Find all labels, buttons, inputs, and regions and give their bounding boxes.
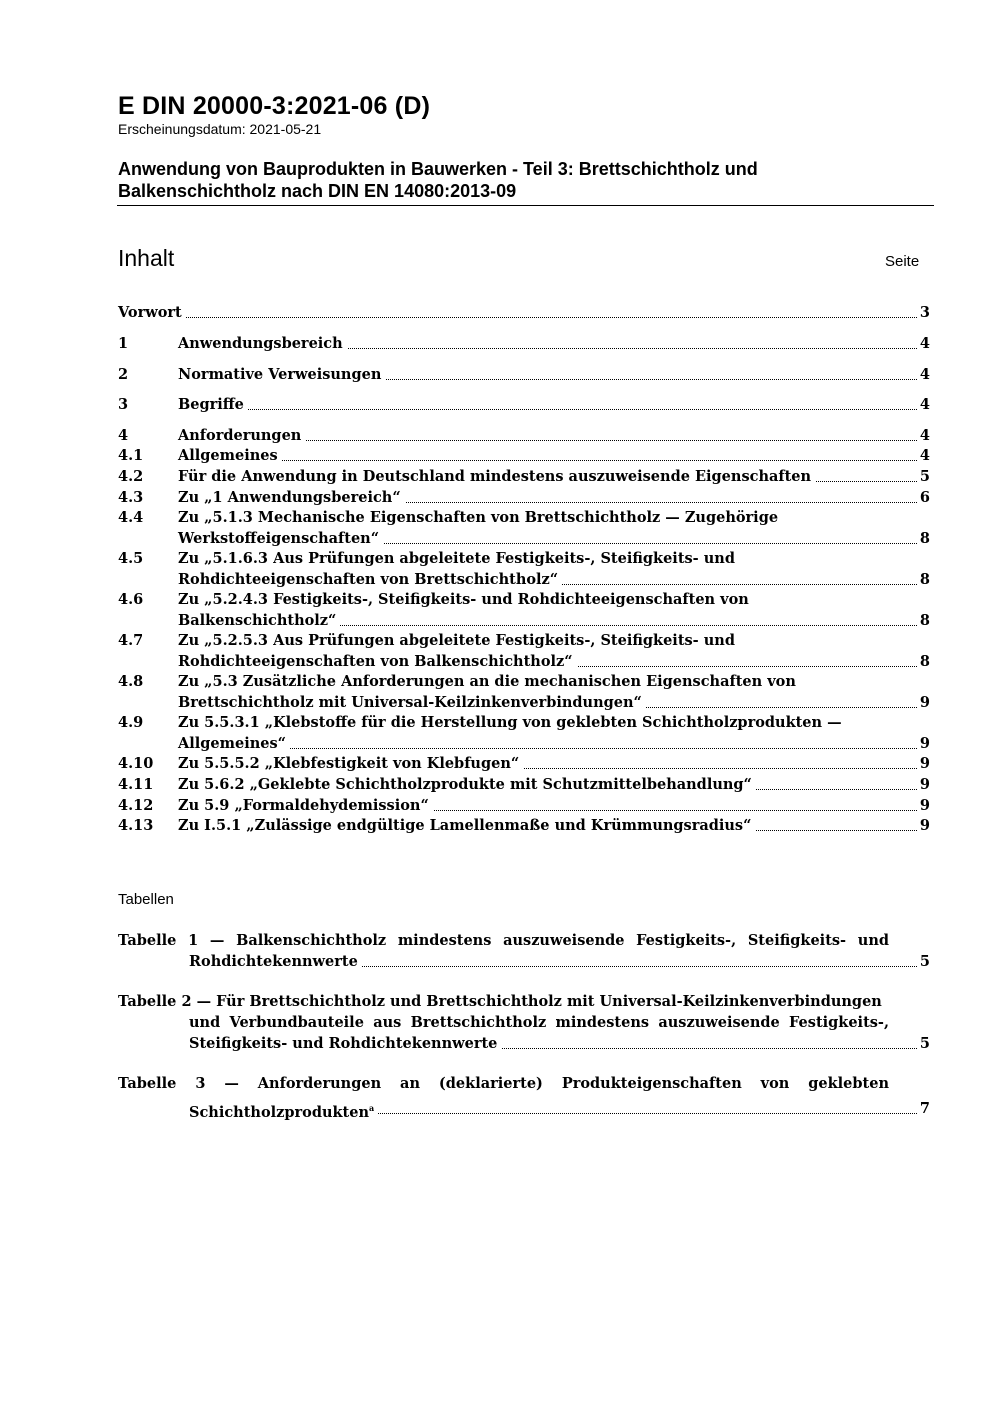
dot-leader <box>178 409 919 410</box>
toc-entry-page: 4 <box>919 366 930 383</box>
table-2-entry-text: Steifigkeits- und Rohdichtekennwerte <box>189 1033 501 1054</box>
toc-entry-continuation[interactable] <box>118 692 930 713</box>
toc-entry-text: Für die Anwendung in Deutschland mindestens auszuweisende Eigenschaften <box>178 466 815 487</box>
table-2-entry-line-2[interactable]: und Verbundbauteile aus Brettschichtholz mindestens auszuweisende Festigkeits-, <box>189 1014 889 1031</box>
toc-entry[interactable] <box>118 466 930 487</box>
toc-entry-text: Zu 5.6.2 „Geklebte Schichtholzprodukte mit Schutzmittelbehandlung“ <box>178 774 756 795</box>
toc-entry[interactable] <box>118 712 930 733</box>
toc-entry-page: 9 <box>919 776 930 793</box>
toc-entry-text: Anwendungsbereich <box>178 333 347 354</box>
table-1-entry-text: Rohdichtekennwerte <box>189 951 362 972</box>
toc-entry[interactable] <box>118 507 930 528</box>
table-1-entry-line-2[interactable] <box>118 951 930 972</box>
toc-entry[interactable] <box>118 333 930 354</box>
toc-entry-continuation[interactable] <box>118 610 930 631</box>
toc-entry-text: Zu „5.3 Zusätzliche Anforderungen an die mechanischen Eigenschaften von <box>178 673 796 690</box>
toc-entry-number: 2 <box>118 366 129 383</box>
footnote-marker: a <box>369 1103 375 1113</box>
toc-entry-page: 9 <box>919 755 930 772</box>
toc-entry[interactable] <box>118 753 930 774</box>
toc-entry[interactable] <box>118 445 930 466</box>
toc-entry-page: 9 <box>919 817 930 834</box>
toc-entry-page: 3 <box>919 304 930 321</box>
toc-entry-text-continued: Werkstoffeigenschaften“ <box>178 528 383 549</box>
toc-entry-page: 6 <box>919 489 930 506</box>
document-id: E DIN 20000-3:2021-06 (D) <box>118 92 431 120</box>
toc-entry-number: 4.13 <box>118 817 154 834</box>
toc-entry-page: 4 <box>919 335 930 352</box>
toc-entry-continuation[interactable] <box>118 733 930 754</box>
toc-entry-text: Zu 5.9 „Formaldehydemission“ <box>178 795 433 816</box>
toc-entry-text: Zu „5.2.4.3 Festigkeits-, Steifigkeits- und Rohdichteeigenschaften von <box>178 591 749 608</box>
toc-entry-text: Zu „5.2.5.3 Aus Prüfungen abgeleitete Festigkeits-, Steifigkeits- und <box>178 632 735 649</box>
toc-entry-number: 4.7 <box>118 632 144 649</box>
toc-entry-text: Zu 5.5.3.1 „Klebstoffe für die Herstellung von geklebten Schichtholzprodukten — <box>178 714 842 731</box>
toc-entry[interactable] <box>118 774 930 795</box>
toc-entry[interactable] <box>118 589 930 610</box>
title-divider <box>117 205 934 206</box>
table-1-entry-line-1[interactable]: Tabelle 1 — Balkenschichtholz mindestens auszuweisende Festigkeits-, Steifigkeits- und <box>118 932 889 949</box>
toc-entry-number: 4.12 <box>118 797 154 814</box>
toc-entry[interactable] <box>118 630 930 651</box>
toc-entry-text: Zu I.5.1 „Zulässige endgültige Lamellenmaße und Krümmungsradius“ <box>178 815 755 836</box>
toc-entry-number: 4.2 <box>118 468 144 485</box>
dot-leader <box>118 317 919 318</box>
toc-entry[interactable] <box>118 671 930 692</box>
toc-entry-continuation[interactable] <box>118 651 930 672</box>
toc-entry-number: 4.10 <box>118 755 154 772</box>
toc-entry-number: 4.11 <box>118 776 154 793</box>
toc-entry-page: 9 <box>919 694 930 711</box>
toc-heading: Inhalt <box>118 245 175 271</box>
toc-entry[interactable] <box>118 815 930 836</box>
table-1-page: 5 <box>919 953 930 970</box>
toc-entry[interactable] <box>118 302 930 323</box>
toc-entry-text: Allgemeines <box>178 445 282 466</box>
toc-entry[interactable] <box>118 425 930 446</box>
toc-entry-text: Zu „1 Anwendungsbereich“ <box>178 487 405 508</box>
toc-entry-page: 8 <box>919 530 930 547</box>
toc-entry-text: Anforderungen <box>178 425 305 446</box>
toc-entry-page: 4 <box>919 427 930 444</box>
toc-entry-page: 8 <box>919 653 930 670</box>
page-column-label: Seite <box>885 253 920 270</box>
toc-entry-number: 4.8 <box>118 673 144 690</box>
toc-entry-number: 4 <box>118 427 129 444</box>
toc-entry-text: Zu 5.5.5.2 „Klebfestigkeit von Klebfugen“ <box>178 753 523 774</box>
document-title-line-2: Balkenschichtholz nach DIN EN 14080:2013-09 <box>118 181 517 201</box>
toc-entry-text-continued: Balkenschichtholz“ <box>178 610 340 631</box>
table-2-entry-line-1[interactable]: Tabelle 2 — Für Brettschichtholz und Brettschichtholz mit Universal-Keilzinkenverbindungen <box>118 993 882 1010</box>
toc-entry-page: 5 <box>919 468 930 485</box>
toc-entry-text: Zu „5.1.3 Mechanische Eigenschaften von Brettschichtholz — Zugehörige <box>178 509 779 526</box>
table-3-entry-line-1[interactable]: Tabelle 3 — Anforderungen an (deklarierte) Produkteigenschaften von geklebten <box>118 1075 889 1092</box>
toc-entry-page: 9 <box>919 797 930 814</box>
dot-leader <box>178 460 919 461</box>
toc-entry-number: 3 <box>118 396 129 413</box>
publication-date: Erscheinungsdatum: 2021-05-21 <box>118 121 322 137</box>
toc-entry-continuation[interactable] <box>118 569 930 590</box>
table-2-page: 5 <box>919 1035 930 1052</box>
toc-entry-text-continued: Rohdichteeigenschaften von Balkenschichtholz“ <box>178 651 577 672</box>
toc-entry-number: 1 <box>118 335 129 352</box>
table-3-entry-label: Schichtholzprodukten <box>189 1104 370 1121</box>
toc-entry-continuation[interactable] <box>118 528 930 549</box>
toc-entry-page: 9 <box>919 735 930 752</box>
toc-entry-page: 4 <box>919 396 930 413</box>
table-2-entry-line-3[interactable] <box>118 1033 930 1054</box>
toc-entry-text: Vorwort <box>118 302 186 323</box>
toc-entry-text-continued: Allgemeines“ <box>178 733 290 754</box>
toc-entry-number: 4.6 <box>118 591 144 608</box>
table-3-page: 7 <box>919 1100 930 1117</box>
toc-entry-number: 4.1 <box>118 447 144 464</box>
toc-entry-number: 4.3 <box>118 489 144 506</box>
toc-entry-page: 4 <box>919 447 930 464</box>
toc-entry[interactable] <box>118 548 930 569</box>
tables-heading: Tabellen <box>118 891 174 908</box>
toc-entry-number: 4.9 <box>118 714 144 731</box>
toc-entry[interactable] <box>118 394 930 415</box>
document-title-line-1: Anwendung von Bauprodukten in Bauwerken - Teil 3: Brettschichtholz und <box>118 159 758 179</box>
toc-entry-number: 4.4 <box>118 509 144 526</box>
toc-entry[interactable] <box>118 364 930 385</box>
table-3-entry-line-2[interactable] <box>118 1098 930 1119</box>
document-title <box>118 158 918 202</box>
toc-entry[interactable] <box>118 487 930 508</box>
toc-entry-text-continued: Rohdichteeigenschaften von Brettschichtholz“ <box>178 569 562 590</box>
toc-entry-number: 4.5 <box>118 550 144 567</box>
toc-entry[interactable] <box>118 795 930 816</box>
toc-entry-text: Begriffe <box>178 394 248 415</box>
table-3-entry-text <box>189 1098 378 1123</box>
toc-entry-page: 8 <box>919 571 930 588</box>
toc-entry-page: 8 <box>919 612 930 629</box>
toc-entry-text: Zu „5.1.6.3 Aus Prüfungen abgeleitete Festigkeits-, Steifigkeits- und <box>178 550 735 567</box>
toc-entry-text-continued: Brettschichtholz mit Universal-Keilzinkenverbindungen“ <box>178 692 646 713</box>
toc-entry-text: Normative Verweisungen <box>178 364 385 385</box>
